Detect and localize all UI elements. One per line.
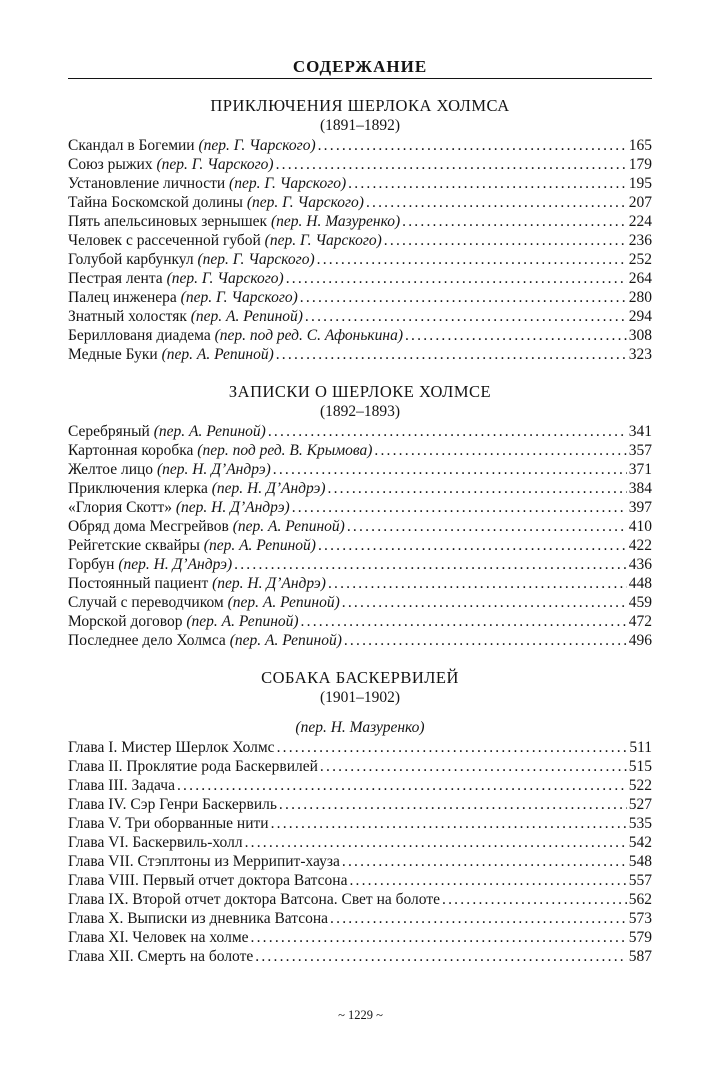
- entry-page-number: 165: [628, 137, 652, 154]
- toc-entry: [68, 795, 652, 814]
- entry-name: [68, 326, 403, 345]
- dot-leader: [342, 593, 627, 612]
- entry-translator: (пер. А. Репиной): [227, 594, 340, 611]
- dot-leader: [305, 307, 627, 326]
- section-title: ЗАПИСКИ О ШЕРЛОКЕ ХОЛМСЕ: [228, 382, 492, 401]
- entry-title: Горбун: [68, 556, 115, 573]
- toc-list: [68, 422, 652, 650]
- entry-translator: (пер. А. Репиной): [153, 423, 266, 440]
- entry-page-number: 410: [628, 518, 652, 535]
- entry-name: [68, 536, 316, 555]
- dot-leader: [286, 269, 627, 288]
- entry-page-number: 422: [628, 537, 652, 554]
- dot-leader: [245, 833, 627, 852]
- toc-entry: [68, 441, 652, 460]
- entry-translator: (пер. Г. Чарского): [197, 251, 315, 268]
- entry-translator: (пер. Г. Чарского): [264, 232, 382, 249]
- dot-leader: [442, 890, 627, 909]
- toc-entry: [68, 193, 652, 212]
- toc-entry: [68, 174, 652, 193]
- dot-leader: [273, 460, 627, 479]
- entry-translator: (пер. Г. Чарского): [180, 289, 298, 306]
- toc-entry: [68, 498, 652, 517]
- toc-entry: [68, 345, 652, 364]
- entry-title: Рейгетские сквайры: [68, 537, 200, 554]
- toc-entry: [68, 460, 652, 479]
- entry-name: [68, 890, 440, 909]
- dot-leader: [349, 871, 626, 890]
- entry-page-number: 436: [628, 556, 652, 573]
- section-hound: [68, 668, 652, 966]
- entry-title: Пестрая лента: [68, 270, 163, 287]
- entry-title: Глава XII. Смерть на болоте: [68, 948, 254, 965]
- entry-name: [68, 460, 271, 479]
- entry-page-number: 264: [628, 270, 652, 287]
- toc-entry: [68, 231, 652, 250]
- toc-page: [68, 56, 652, 966]
- entry-page-number: 179: [628, 156, 652, 173]
- entry-name: [68, 136, 316, 155]
- entry-translator: (пер. Н. Д’Андрэ): [212, 575, 326, 592]
- toc-entry: [68, 574, 652, 593]
- dot-leader: [317, 250, 627, 269]
- entry-page-number: 573: [628, 910, 652, 927]
- dot-leader: [405, 326, 627, 345]
- toc-entry: [68, 517, 652, 536]
- entry-translator: (пер. Н. Д’Андрэ): [175, 499, 290, 516]
- toc-entry: [68, 307, 652, 326]
- entry-page-number: 323: [628, 346, 652, 363]
- entry-translator: (пер. Г. Чарского): [166, 270, 284, 287]
- toc-entry: [68, 909, 652, 928]
- entry-page-number: 371: [628, 461, 652, 478]
- entry-translator: (пер. Г. Чарского): [246, 194, 364, 211]
- toc-entry: [68, 776, 652, 795]
- entry-name: [68, 174, 346, 193]
- section-years: (1891–1892): [319, 117, 401, 134]
- toc-entry: [68, 288, 652, 307]
- entry-page-number: 280: [628, 289, 652, 306]
- entry-title: Серебряный: [68, 423, 150, 440]
- entry-title: Пять апельсиновых зернышек: [68, 213, 268, 230]
- entry-page-number: 207: [628, 194, 652, 211]
- dot-leader: [342, 852, 627, 871]
- entry-page-number: 587: [628, 948, 652, 965]
- entry-name: [68, 593, 340, 612]
- entry-title: Глава XI. Человек на холме: [68, 929, 249, 946]
- dot-leader: [328, 574, 627, 593]
- entry-page-number: 496: [628, 632, 652, 649]
- entry-translator: (пер. под ред. С. Афонькина): [214, 327, 403, 344]
- entry-title: Желтое лицо: [68, 461, 154, 478]
- entry-name: [68, 909, 328, 928]
- entry-page-number: 562: [628, 891, 652, 908]
- entry-name: [68, 155, 274, 174]
- entry-name: [68, 776, 175, 795]
- entry-name: [68, 574, 326, 593]
- entry-title: Союз рыжих: [68, 156, 153, 173]
- entry-title: «Глория Скотт»: [68, 499, 173, 516]
- entry-page-number: 195: [628, 175, 652, 192]
- dot-leader: [348, 174, 627, 193]
- entry-title: Глава VI. Баскервиль-холл: [68, 834, 243, 851]
- entry-name: [68, 738, 275, 757]
- entry-translator: (пер. Г. Чарского): [198, 137, 316, 154]
- entry-translator: (пер. А. Репиной): [229, 632, 342, 649]
- entry-title: Глава I. Мистер Шерлок Холмс: [68, 739, 275, 756]
- dot-leader: [292, 498, 627, 517]
- entry-page-number: 397: [628, 499, 652, 516]
- toc-entry: [68, 947, 652, 966]
- entry-page-number: 384: [628, 480, 652, 497]
- entry-title: Глава VII. Стэплтоны из Меррипит-хауза: [68, 853, 340, 870]
- toc-entry: [68, 536, 652, 555]
- entry-page-number: 515: [628, 758, 652, 775]
- toc-entry: [68, 814, 652, 833]
- entry-name: [68, 947, 253, 966]
- section-years: (1901–1902): [319, 689, 401, 706]
- entry-name: [68, 757, 318, 776]
- entry-translator: (пер. под ред. В. Крымова): [197, 442, 373, 459]
- toc-entry: [68, 155, 652, 174]
- dot-leader: [251, 928, 627, 947]
- entry-page-number: 548: [628, 853, 652, 870]
- section-memoirs: [68, 382, 652, 650]
- toc-entry: [68, 928, 652, 947]
- entry-name: [68, 833, 243, 852]
- entry-page-number: 459: [628, 594, 652, 611]
- entry-page-number: 224: [628, 213, 652, 230]
- section-title: СОБАКА БАСКЕРВИЛЕЙ: [261, 668, 459, 687]
- toc-entry: [68, 612, 652, 631]
- dot-leader: [344, 631, 627, 650]
- entry-title: Глава V. Три оборванные нити: [68, 815, 269, 832]
- entry-title: Человек с рассеченной губой: [68, 232, 261, 249]
- entry-name: [68, 517, 345, 536]
- entry-title: Голубой карбункул: [68, 251, 194, 268]
- entry-page-number: 236: [628, 232, 652, 249]
- section-years: (1892–1893): [319, 403, 401, 420]
- translator-note: (пер. Н. Мазуренко): [295, 719, 425, 736]
- entry-title: Знатный холостяк: [68, 308, 187, 325]
- entry-name: [68, 288, 298, 307]
- entry-page-number: 341: [628, 423, 652, 440]
- entry-name: [68, 479, 326, 498]
- entry-page-number: 511: [629, 739, 652, 756]
- toc-entry: [68, 871, 652, 890]
- entry-page-number: 535: [628, 815, 652, 832]
- toc-entry: [68, 555, 652, 574]
- entry-name: [68, 231, 382, 250]
- dot-leader: [271, 814, 627, 833]
- toc-entry: [68, 593, 652, 612]
- dot-leader: [279, 795, 627, 814]
- entry-title: Палец инженера: [68, 289, 177, 306]
- entry-translator: (пер. Н. Мазуренко): [270, 213, 401, 230]
- entry-translator: (пер. Н. Д’Андрэ): [156, 461, 271, 478]
- dot-leader: [300, 288, 627, 307]
- dot-leader: [268, 422, 627, 441]
- entry-page-number: 448: [628, 575, 652, 592]
- dot-leader: [320, 757, 627, 776]
- toc-list: [68, 136, 652, 364]
- dot-leader: [276, 155, 627, 174]
- toc-entry: [68, 890, 652, 909]
- dot-leader: [402, 212, 627, 231]
- toc-entry: [68, 269, 652, 288]
- page-number: ~ 1229 ~: [338, 1008, 383, 1022]
- toc-entry: [68, 631, 652, 650]
- entry-title: Случай с переводчиком: [68, 594, 224, 611]
- toc-entry: [68, 212, 652, 231]
- entry-translator: (пер. Н. Д’Андрэ): [118, 556, 233, 573]
- entry-name: [68, 928, 249, 947]
- dot-leader: [234, 555, 627, 574]
- toc-entry: [68, 738, 652, 757]
- dot-leader: [384, 231, 627, 250]
- dot-leader: [255, 947, 626, 966]
- entry-name: [68, 441, 372, 460]
- entry-title: Глава X. Выписки из дневника Ватсона: [68, 910, 329, 927]
- toc-entry: [68, 250, 652, 269]
- dot-leader: [347, 517, 627, 536]
- title-rule: [68, 78, 652, 79]
- entry-name: [68, 612, 299, 631]
- entry-page-number: 557: [628, 872, 652, 889]
- entry-name: [68, 422, 266, 441]
- entry-name: [68, 852, 340, 871]
- toc-entry: [68, 852, 652, 871]
- entry-title: Тайна Боскомской долины: [68, 194, 243, 211]
- entry-title: Глава VIII. Первый отчет доктора Ватсона: [68, 872, 348, 889]
- entry-page-number: 252: [628, 251, 652, 268]
- toc-entry: [68, 833, 652, 852]
- page-title: СОДЕРЖАНИЕ: [292, 57, 428, 76]
- entry-page-number: 357: [628, 442, 652, 459]
- dot-leader: [177, 776, 627, 795]
- entry-name: [68, 795, 277, 814]
- entry-name: [68, 631, 342, 650]
- entry-translator: (пер. А. Репиной): [203, 537, 316, 554]
- entry-name: [68, 814, 269, 833]
- entry-title: Приключения клерка: [68, 480, 208, 497]
- dot-leader: [318, 536, 627, 555]
- dot-leader: [366, 193, 627, 212]
- entry-title: Глава III. Задача: [68, 777, 175, 794]
- dot-leader: [330, 909, 627, 928]
- entry-title: Морской договор: [68, 613, 183, 630]
- dot-leader: [277, 738, 628, 757]
- dot-leader: [301, 612, 627, 631]
- entry-title: Глава IV. Сэр Генри Баскервиль: [68, 796, 277, 813]
- entry-name: [68, 269, 284, 288]
- entry-name: [68, 871, 347, 890]
- dot-leader: [318, 136, 627, 155]
- entry-name: [68, 193, 364, 212]
- toc-entry: [68, 326, 652, 345]
- entry-title: Установление личности: [68, 175, 226, 192]
- entry-page-number: 472: [628, 613, 652, 630]
- entry-title: Бериллованя диадема: [68, 327, 211, 344]
- entry-translator: (пер. А. Репиной): [186, 613, 299, 630]
- section-title: ПРИКЛЮЧЕНИЯ ШЕРЛОКА ХОЛМСА: [210, 96, 510, 115]
- dot-leader: [374, 441, 626, 460]
- entry-title: Обряд дома Месгрейвов: [68, 518, 229, 535]
- entry-page-number: 294: [628, 308, 652, 325]
- toc-entry: [68, 757, 652, 776]
- entry-name: [68, 307, 303, 326]
- entry-translator: (пер. А. Репиной): [232, 518, 345, 535]
- entry-title: Скандал в Богемии: [68, 137, 195, 154]
- entry-title: Последнее дело Холмса: [68, 632, 226, 649]
- entry-name: [68, 555, 232, 574]
- section-adventures: [68, 96, 652, 364]
- entry-name: [68, 250, 315, 269]
- entry-name: [68, 345, 274, 364]
- dot-leader: [276, 345, 627, 364]
- entry-title: Глава II. Проклятие рода Баскервилей: [68, 758, 318, 775]
- entry-page-number: 308: [628, 327, 652, 344]
- entry-name: [68, 212, 400, 231]
- entry-translator: (пер. Г. Чарского): [229, 175, 347, 192]
- entry-title: Медные Буки: [68, 346, 158, 363]
- toc-entry: [68, 479, 652, 498]
- toc-entry: [68, 422, 652, 441]
- entry-translator: (пер. А. Репиной): [190, 308, 303, 325]
- entry-page-number: 527: [628, 796, 652, 813]
- entry-page-number: 542: [628, 834, 652, 851]
- entry-page-number: 579: [628, 929, 652, 946]
- entry-translator: (пер. Н. Д’Андрэ): [211, 480, 326, 497]
- entry-translator: (пер. А. Репиной): [161, 346, 274, 363]
- toc-list: [68, 738, 652, 966]
- toc-entry: [68, 136, 652, 155]
- entry-title: Постоянный пациент: [68, 575, 209, 592]
- entry-page-number: 522: [628, 777, 652, 794]
- entry-name: [68, 498, 290, 517]
- entry-title: Картонная коробка: [68, 442, 194, 459]
- entry-title: Глава IX. Второй отчет доктора Ватсона. Свет на болоте: [68, 891, 440, 908]
- entry-translator: (пер. Г. Чарского): [156, 156, 274, 173]
- dot-leader: [328, 479, 627, 498]
